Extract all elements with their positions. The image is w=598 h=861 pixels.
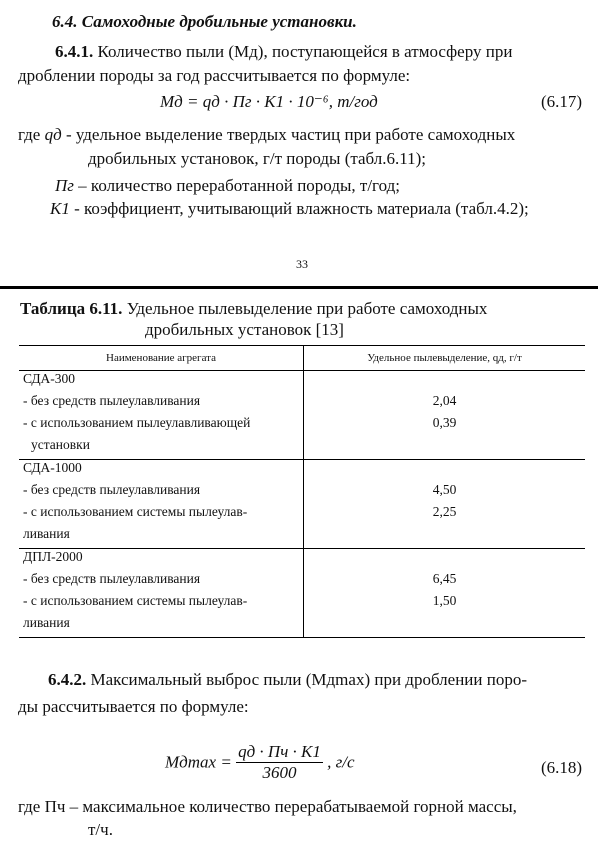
row-value: 6,45 — [432, 571, 457, 586]
definition-qd-line1 — [18, 125, 515, 145]
table-caption-label: Таблица 6.11. — [20, 299, 123, 318]
table-group-row — [19, 371, 585, 394]
table-row — [19, 482, 585, 504]
row-label: - с использованием системы пылеулав- — [19, 593, 304, 615]
formula-6-18 — [165, 742, 355, 783]
unit-name: СДА-300 — [19, 371, 304, 394]
row-value: 0,39 — [432, 415, 457, 430]
table-row — [19, 593, 585, 615]
paragraph-6-4-2-line1 — [48, 670, 527, 690]
row-label: установки — [19, 437, 304, 460]
row-value: 2,04 — [432, 393, 457, 408]
row-value — [304, 526, 586, 549]
unit-name: ДПЛ-2000 — [19, 549, 304, 572]
formula-fraction — [236, 742, 323, 783]
table-caption-text: Удельное пылевыделение при работе самоходных — [126, 299, 488, 318]
row-label: - без средств пылеулавливания — [19, 571, 304, 593]
paragraph-text: Количество пыли (Mд), поступающейся в атмосферу при — [97, 42, 513, 61]
fraction-denominator: 3600 — [262, 763, 297, 782]
row-label: ливания — [19, 615, 304, 638]
dust-emission-table — [19, 345, 585, 638]
definition-qd-text: - удельное выделение твердых частиц при работе самоходных — [65, 125, 516, 144]
definition-pch-line2: т/ч. — [88, 820, 113, 839]
row-value: 4,50 — [432, 482, 457, 497]
table-header-cell: Удельное пылевыделение, qд, г/т — [304, 346, 586, 371]
table-header-cell: Наименование агрегата — [19, 346, 304, 371]
paragraph-6-4-1-line1 — [55, 42, 512, 62]
table-row — [19, 615, 585, 638]
table-row — [19, 526, 585, 549]
table-row — [19, 415, 585, 437]
table-caption-line1 — [20, 299, 487, 319]
row-label: - с использованием системы пылеулав- — [19, 504, 304, 526]
definition-k1-text: - коэффициент, учитывающий влажность материала (табл.4.2); — [74, 199, 529, 218]
row-label: ливания — [19, 526, 304, 549]
row-value: 2,25 — [432, 504, 457, 519]
page-divider — [0, 286, 598, 289]
where-label: где — [18, 125, 41, 144]
formula-lhs: Mдmax = — [165, 752, 232, 772]
definition-qd-line2: дробильных установок, г/т породы (табл.6.11); — [88, 149, 427, 168]
paragraph-6-4-2-line2: ды рассчитывается по формуле: — [18, 697, 249, 716]
table-row — [19, 504, 585, 526]
table-row — [19, 571, 585, 593]
paragraph-number: 6.4.1. — [55, 42, 94, 61]
row-label: - без средств пылеулавливания — [19, 482, 304, 504]
formula-6-17: Mд = qд · Пг · K1 · 10⁻⁶, т/год — [160, 92, 378, 111]
table-header-row — [19, 346, 585, 371]
symbol-pg: Пг — [55, 176, 74, 195]
table-caption-line2: дробильных установок [13] — [145, 320, 344, 339]
paragraph-text: Максимальный выброс пыли (Mдmax) при дроблении поро- — [90, 670, 528, 689]
unit-name: СДА-1000 — [19, 460, 304, 483]
symbol-qd: qд — [44, 125, 62, 144]
row-value — [304, 437, 586, 460]
definition-pg — [55, 176, 400, 196]
table-group-row — [19, 549, 585, 572]
section-title: 6.4. Самоходные дробильные установки. — [52, 12, 357, 31]
row-value — [304, 615, 586, 638]
table-row — [19, 393, 585, 415]
row-label: - без средств пылеулавливания — [19, 393, 304, 415]
paragraph-6-4-1-line2: дроблении породы за год рассчитывается по формуле: — [18, 66, 411, 85]
paragraph-number: 6.4.2. — [48, 670, 87, 689]
table-group-row — [19, 460, 585, 483]
table-row — [19, 437, 585, 460]
row-label: - с использованием пылеулавливающей — [19, 415, 304, 437]
equation-number-6-17: (6.17) — [541, 92, 583, 111]
formula-unit: , г/с — [327, 752, 355, 772]
row-value: 1,50 — [432, 593, 457, 608]
equation-number-6-18: (6.18) — [541, 758, 583, 777]
fraction-numerator: qд · Пч · K1 — [238, 742, 321, 761]
symbol-k1: K1 — [50, 199, 70, 218]
definition-pch-line1: где Пч – максимальное количество перерабатываемой горной массы, — [18, 797, 517, 816]
definition-pg-text: – количество переработанной породы, т/год; — [78, 176, 400, 195]
definition-k1 — [50, 199, 529, 219]
page-number: 33 — [296, 257, 308, 271]
